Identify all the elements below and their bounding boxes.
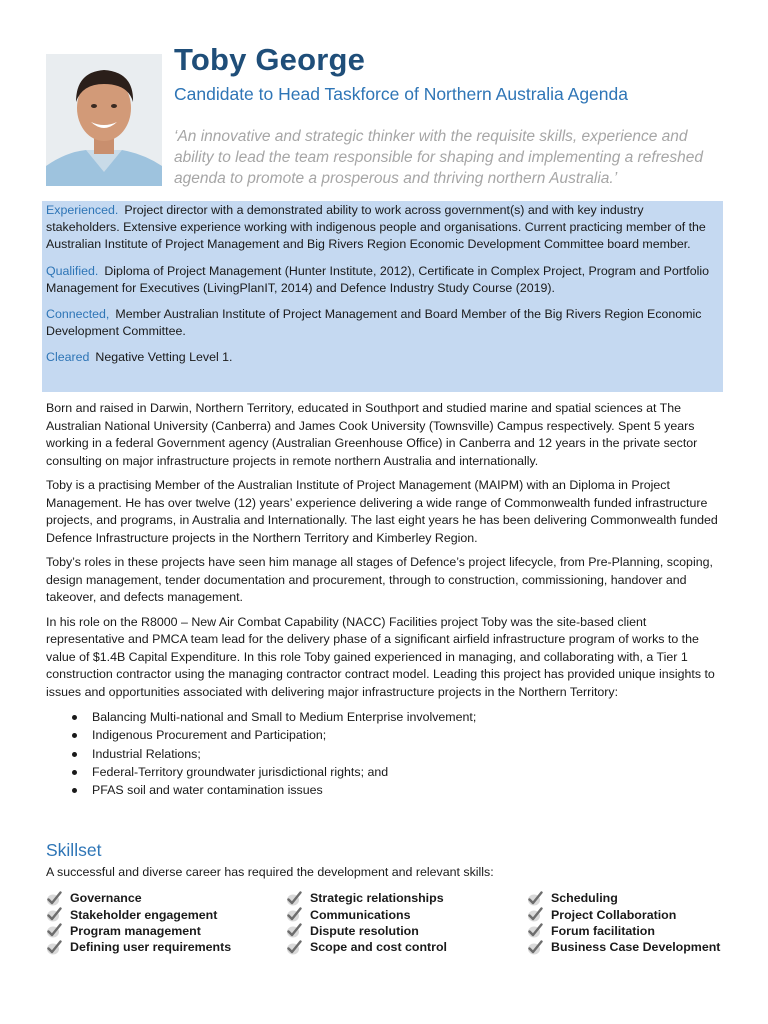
checkmark-icon <box>286 891 302 906</box>
checkmark-icon <box>527 891 543 906</box>
summary-cleared <box>46 349 718 366</box>
summary-tag: Cleared <box>46 350 90 365</box>
checkmark-icon <box>286 907 302 922</box>
summary-text: Member Australian Institute of Project Management and Board Member of the Big Rivers Region Economic Development Committee. <box>46 307 702 339</box>
portrait-image <box>46 54 162 186</box>
skills-grid <box>46 890 736 956</box>
summary-text: Negative Vetting Level 1. <box>95 350 233 365</box>
skill-label: Project Collaboration <box>551 907 677 922</box>
skill-item <box>46 923 286 939</box>
candidate-quote: ‘An innovative and strategic thinker with the requisite skills, experience and ability to lead the team responsible for shaping and implementing a refreshed agenda to promote a prosperous and thriving northern Australia.’ <box>174 128 704 187</box>
skill-item <box>527 939 736 955</box>
skill-item <box>527 923 736 939</box>
summary-experienced <box>46 202 718 254</box>
skill-label: Communications <box>310 907 411 922</box>
checkmark-icon <box>527 940 543 955</box>
skill-label: Business Case Development <box>551 940 721 955</box>
checkmark-icon <box>286 940 302 955</box>
skill-item <box>286 906 527 922</box>
summary-connected <box>46 306 718 340</box>
checkmark-icon <box>46 923 62 938</box>
list-item: Balancing Multi-national and Small to Medium Enterprise involvement; <box>46 708 724 726</box>
skill-item <box>286 890 527 906</box>
skill-label: Governance <box>70 891 142 906</box>
checkmark-icon <box>46 891 62 906</box>
skill-item <box>286 923 527 939</box>
skill-label: Stakeholder engagement <box>70 907 218 922</box>
list-item: Federal-Territory groundwater jurisdictional rights; and <box>46 763 724 781</box>
list-item: Indigenous Procurement and Participation; <box>46 726 724 744</box>
skill-item <box>46 890 286 906</box>
summary-text: Project director with a demonstrated ability to work across government(s) and with key industry stakeholders. Extensive experience working with indigenous people and organisations. Current practicing member of the Australian Institute of Project Management and Big Rivers Region Economic Development Committee board member. <box>46 203 706 252</box>
candidate-subtitle: Candidate to Head Taskforce of Northern Australia Agenda <box>174 84 628 104</box>
checkmark-icon <box>527 923 543 938</box>
skill-item <box>46 906 286 922</box>
checkmark-icon <box>46 940 62 955</box>
skill-label: Scheduling <box>551 891 618 906</box>
skill-label: Strategic relationships <box>310 891 444 906</box>
summary-qualified <box>46 263 718 297</box>
issues-list <box>46 708 724 799</box>
bio-paragraph: Toby is a practising Member of the Australian Institute of Project Management (MAIPM) with an Diploma in Project Management. He has over twelve (12) years’ experience delivering a wide range of Commonwealth funded infrastructure projects, and programs, in Australia and Internationally. The last eight years he has been delivering Commonwealth funded Defence Infrastructure projects in the Northern Territory and Kimberley Region. <box>46 478 718 545</box>
biography-body <box>46 400 724 799</box>
skill-item <box>46 939 286 955</box>
list-item: PFAS soil and water contamination issues <box>46 781 724 799</box>
skill-label: Forum facilitation <box>551 923 655 938</box>
bio-paragraph: Born and raised in Darwin, Northern Territory, educated in Southport and studied marine and spatial sciences at The Australian National University (Canberra) and James Cook University (Townsville) Campus respectively. Spent 5 years working in a federal Government agency (Australian Greenhouse Office) in Canberra and 12 years in the private sector consulting on major infrastructure projects in remote northern Australia and internationally. <box>46 401 698 468</box>
skill-label: Defining user requirements <box>70 940 232 955</box>
list-item: Industrial Relations; <box>46 745 724 763</box>
bio-paragraph: In his role on the R8000 – New Air Combat Capability (NACC) Facilities project Toby was the site-based client representative and PMCA team lead for the delivery phase of a significant airfield infrastructure program of works to the value of $1.4B Capital Expenditure. In this role Toby gained experienced in managing, and collaborating with, a Tier 1 construction contractor using the managing contractor contract model. Leading this project has provided unique insights to issues and opportunities associated with delivering major infrastructure projects in the Northern Territory: <box>46 614 715 699</box>
skill-label: Scope and cost control <box>310 940 448 955</box>
candidate-name: Toby George <box>174 42 366 77</box>
summary-tag: Experienced. <box>46 203 119 217</box>
bio-paragraph: Toby’s roles in these projects have seen him manage all stages of Defence’s project lifecycle, from Pre-Planning, scoping, design management, tender documentation and procurement, through to construction, commissioning, handover and takeover, and defects management. <box>46 555 713 604</box>
skill-item <box>286 939 527 955</box>
candidate-photo <box>46 54 162 186</box>
summary-section <box>46 202 718 376</box>
skill-item <box>527 906 736 922</box>
skill-label: Program management <box>70 923 201 938</box>
skill-label: Dispute resolution <box>310 923 419 938</box>
summary-text: Diploma of Project Management (Hunter Institute, 2012), Certificate in Complex Project, Program and Portfolio Management for Executives (LivingPlanIT, 2014) and Defence Industry Study Course (2019). <box>46 263 710 295</box>
checkmark-icon <box>527 907 543 922</box>
skillset-intro: A successful and diverse career has required the development and relevant skills: <box>46 865 494 879</box>
summary-tag: Connected, <box>46 307 110 322</box>
checkmark-icon <box>286 923 302 938</box>
skill-item <box>527 890 736 906</box>
skillset-heading: Skillset <box>46 840 102 860</box>
summary-tag: Qualified. <box>46 263 99 278</box>
checkmark-icon <box>46 907 62 922</box>
